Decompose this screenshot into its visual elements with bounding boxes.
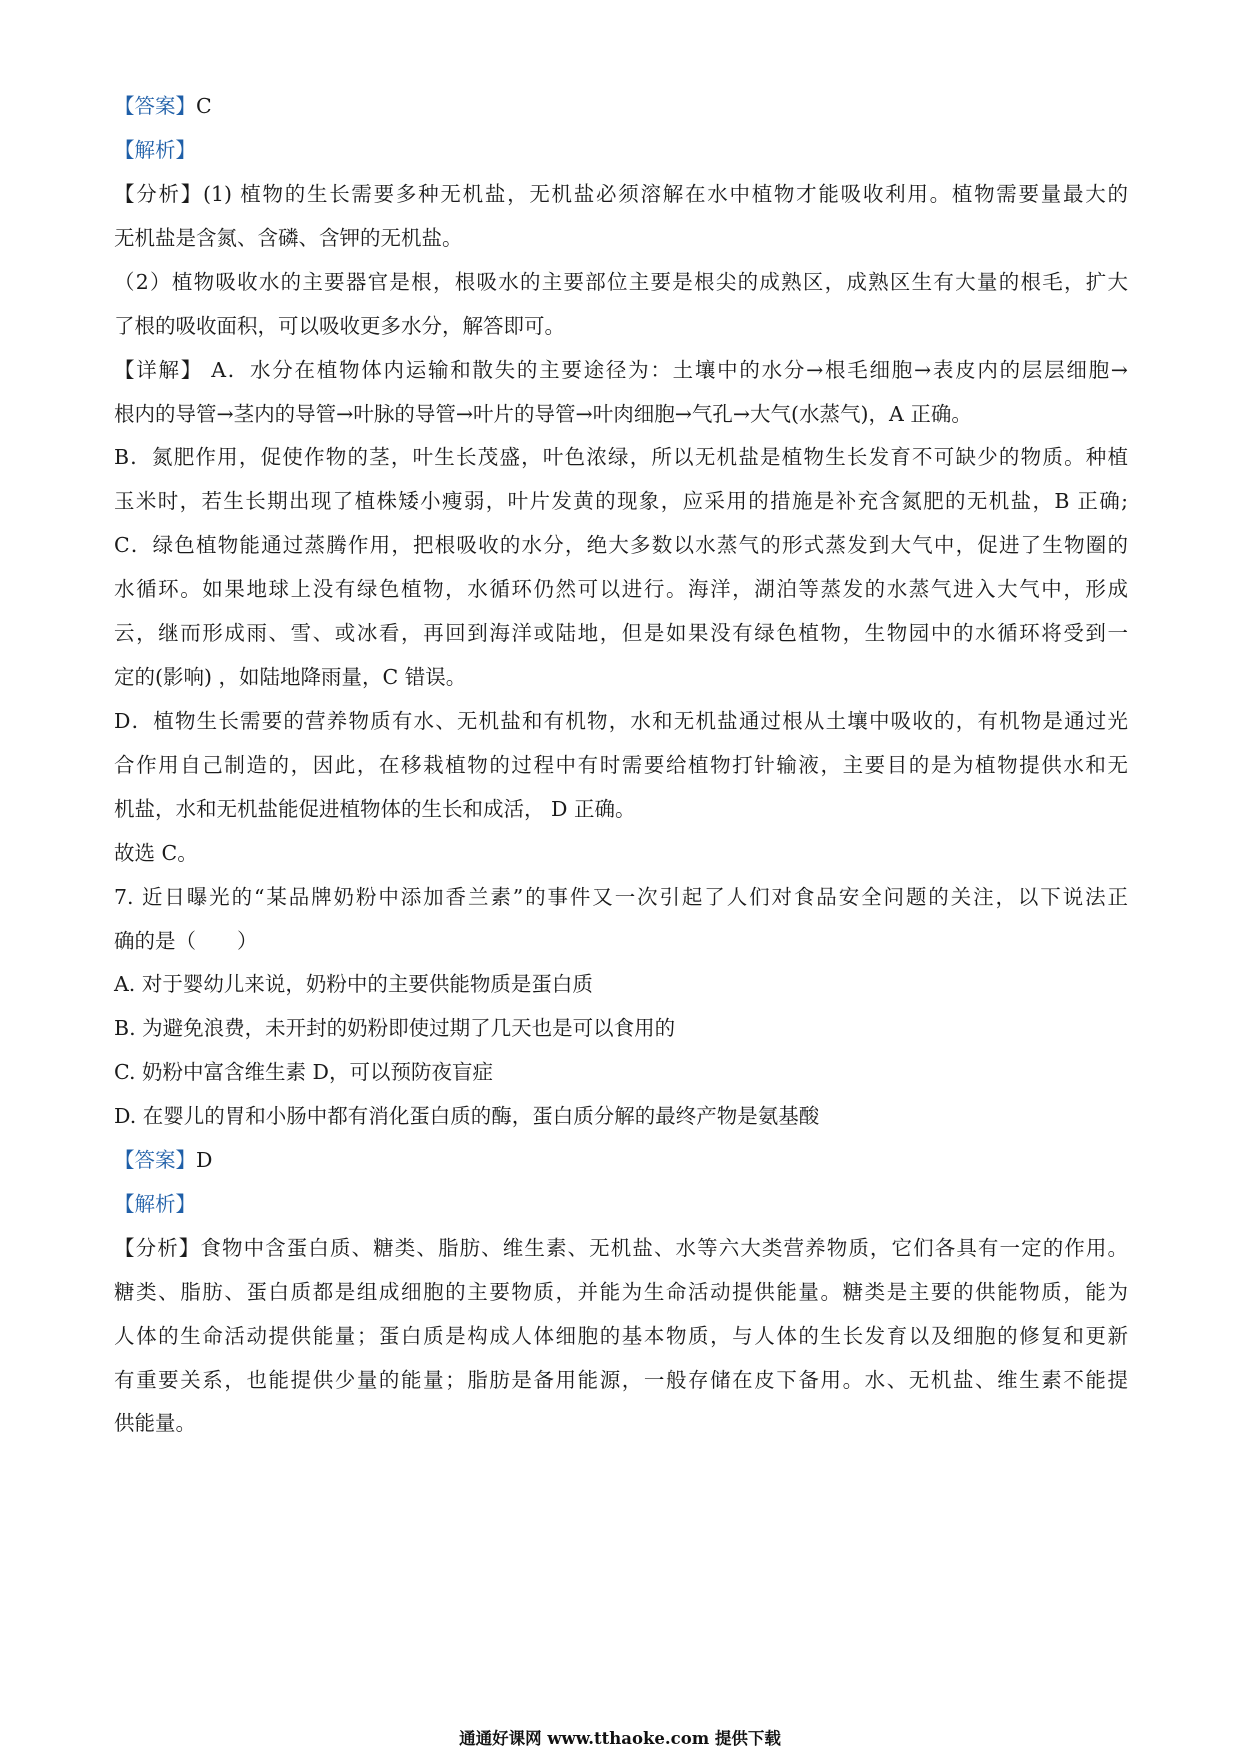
q6-analysis-heading <box>114 136 196 164</box>
q7-answer-value: D <box>196 1148 213 1172</box>
q6-conclusion: 故选 C。 <box>114 841 198 865</box>
q6-detail-line: 水循环。如果地球上没有绿色植物，水循环仍然可以进行。海洋，湖泊等蒸发的水蒸气进入大气中，形成 <box>114 577 1128 601</box>
q6-detail-line: 【详解】 A．水分在植物体内运输和散失的主要途径为：土壤中的水分→根毛细胞→表皮内的层层细胞→ <box>114 358 1128 382</box>
q6-detail-line: 定的(影响) ，如陆地降雨量，C 错误。 <box>114 665 467 689</box>
q6-detail-line: B．氮肥作用，促使作物的茎，叶生长茂盛，叶色浓绿，所以无机盐是植物生长发育不可缺少的物质。种植 <box>114 445 1128 469</box>
q6-analysis-line: （2）植物吸收水的主要器官是根，根吸水的主要部位主要是根尖的成熟区，成熟区生有大量的根毛，扩大 <box>114 270 1128 294</box>
q7-analysis-line: 供能量。 <box>114 1411 196 1435</box>
q7-answer-line <box>114 1146 212 1174</box>
q6-analysis-line: 了根的吸收面积，可以吸收更多水分，解答即可。 <box>114 314 565 338</box>
q7-option-b: B. 为避免浪费，未开封的奶粉即使过期了几天也是可以食用的 <box>114 1016 676 1040</box>
q6-detail-line: 玉米时，若生长期出现了植株矮小瘦弱，叶片发黄的现象，应采用的措施是补充含氮肥的无机盐，B 正确; <box>114 489 1128 513</box>
q7-analysis-line: 糖类、脂肪、蛋白质都是组成细胞的主要物质，并能为生命活动提供能量。糖类是主要的供能物质，能为 <box>114 1280 1128 1304</box>
q6-detail-line: C．绿色植物能通过蒸腾作用，把根吸收的水分，绝大多数以水蒸气的形式蒸发到大气中，促进了生物圈的 <box>114 533 1128 557</box>
q6-detail-line: 根内的导管→茎内的导管→叶脉的导管→叶片的导管→叶肉细胞→气孔→大气(水蒸气)，A 正确。 <box>114 402 972 426</box>
q7-option-d: D. 在婴儿的胃和小肠中都有消化蛋白质的酶，蛋白质分解的最终产物是氨基酸 <box>114 1104 820 1128</box>
q6-analysis-tag: 【解析】 <box>114 138 196 162</box>
q7-option-a: A. 对于婴幼儿来说，奶粉中的主要供能物质是蛋白质 <box>114 972 593 996</box>
q7-analysis-heading <box>114 1190 196 1218</box>
q6-analysis-line: 【分析】(1) 植物的生长需要多种无机盐，无机盐必须溶解在水中植物才能吸收利用。植物需要量最大的 <box>114 182 1128 206</box>
q7-stem-line: 7. 近日曝光的“某品牌奶粉中添加香兰素”的事件又一次引起了人们对食品安全问题的关注，以下说法正 <box>114 885 1128 909</box>
q6-detail-line: D．植物生长需要的营养物质有水、无机盐和有机物，水和无机盐通过根从土壤中吸收的，有机物是通过光 <box>114 709 1128 733</box>
q6-detail-line: 合作用自己制造的，因此，在移栽植物的过程中有时需要给植物打针输液，主要目的是为植物提供水和无 <box>114 753 1128 777</box>
page-footer: 通通好课网 www.tthaoke.com 提供下载 <box>459 1729 781 1748</box>
q7-stem-line: 确的是（ ） <box>114 929 258 953</box>
q7-analysis-tag: 【解析】 <box>114 1192 196 1216</box>
q6-detail-line: 机盐，水和无机盐能促进植物体的生长和成活， D 正确。 <box>114 797 636 821</box>
q6-analysis-line: 无机盐是含氮、含磷、含钾的无机盐。 <box>114 226 463 250</box>
q7-option-c: C. 奶粉中富含维生素 D，可以预防夜盲症 <box>114 1060 493 1084</box>
q7-analysis-line: 有重要关系，也能提供少量的能量；脂肪是备用能源，一般存储在皮下备用。水、无机盐、维生素不能提 <box>114 1368 1128 1392</box>
q7-analysis-line: 人体的生命活动提供能量；蛋白质是构成人体细胞的基本物质，与人体的生长发育以及细胞的修复和更新 <box>114 1324 1128 1348</box>
q6-answer-tag: 【答案】 <box>114 94 196 118</box>
q6-answer-value: C <box>196 94 212 118</box>
q6-detail-line: 云，继而形成雨、雪、或冰看，再回到海洋或陆地，但是如果没有绿色植物，生物园中的水循环将受到一 <box>114 621 1128 645</box>
q7-answer-tag: 【答案】 <box>114 1148 196 1172</box>
q7-analysis-line: 【分析】食物中含蛋白质、糖类、脂肪、维生素、无机盐、水等六大类营养物质，它们各具有一定的作用。 <box>114 1236 1128 1260</box>
q6-answer-line <box>114 92 212 120</box>
